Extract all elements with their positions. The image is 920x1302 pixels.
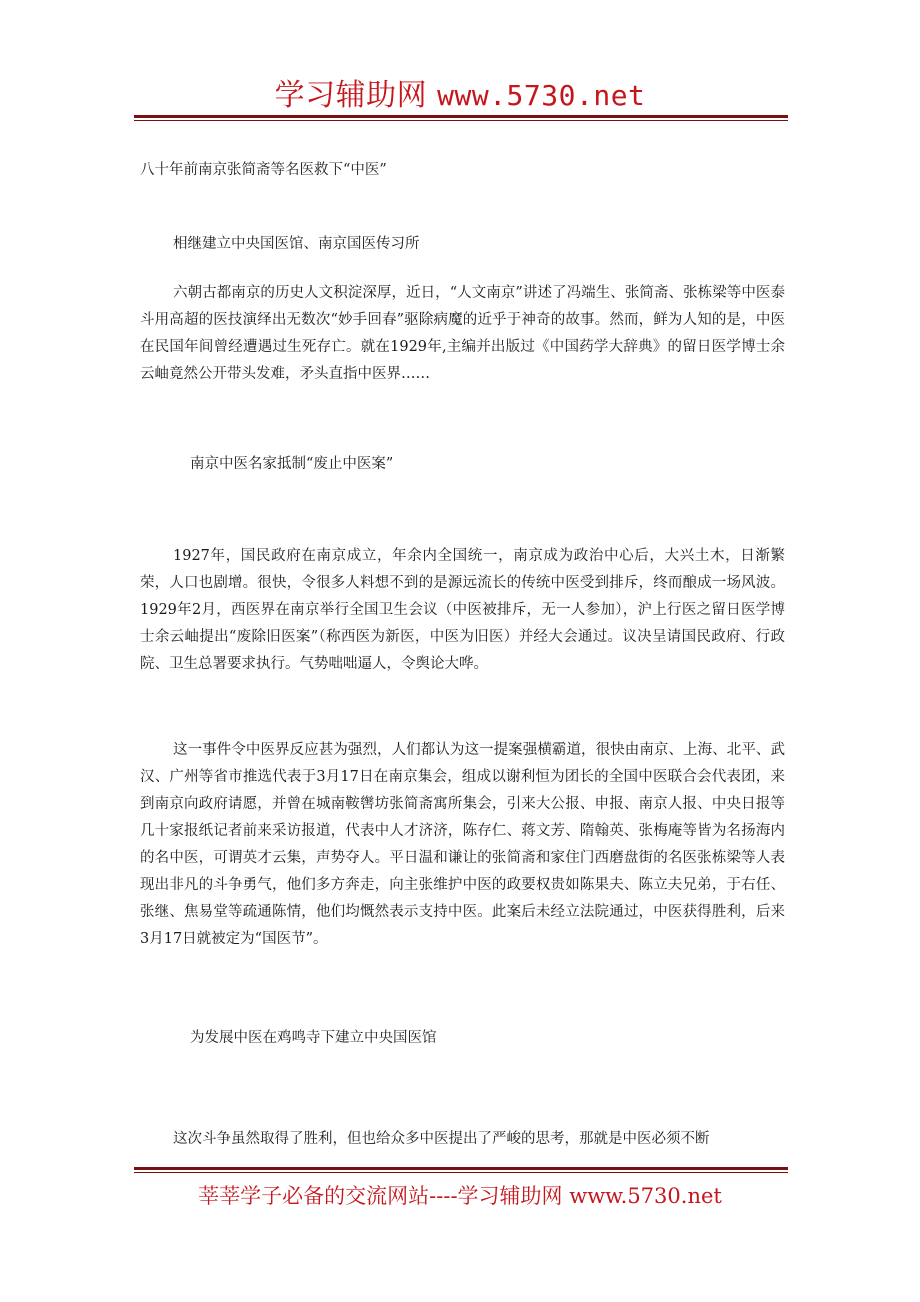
article-title: 八十年前南京张简斋等名医救下“中医” — [140, 162, 387, 178]
article-paragraph: 这一事件令中医界反应甚为强烈，人们都认为这一提案强横霸道，很快由南京、上海、北平、武汉、广州等省市推选代表于3月17日在南京集会，组成以谢利恒为团长的全国中医联合会代表团，来到南京向政府请愿，并曾在城南鞍辔坊张简斋寓所集会，引来大公报、申报、南京人报、中央日报等几十家报纸记者前来采访报道，代表中人才济济，陈存仁、蒋文芳、隋翰英、张梅庵等皆为名扬海内的名中医，可谓英才云集，声势夺人。平日温和谦让的张简斋和家住门西磨盘街的名医张栋梁等人表现出非凡的斗争勇气，他们多方奔走，向主张维护中医的政要权贵如陈果夫、陈立夫兄弟，于右任、张继、焦易堂等疏通陈情，他们均慨然表示支持中医。此案后未经立法院通过，中医获得胜利，后来3月17日就被定为“国医节”。 — [140, 742, 785, 947]
section-heading: 为发展中医在鸡鸣寺下建立中央国医馆 — [190, 1030, 437, 1046]
section-heading: 南京中医名家抵制“废止中医案” — [190, 456, 394, 472]
site-url[interactable]: www.5730.net — [437, 79, 646, 112]
header-divider — [134, 115, 788, 121]
article-paragraph: 这次斗争虽然取得了胜利，但也给众多中医提出了严峻的思考，那就是中医必须不断 — [173, 1131, 710, 1147]
site-header — [0, 70, 920, 114]
article-paragraph: 1927年，国民政府在南京成立，年余内全国统一，南京成为政治中心后，大兴土木，日渐繁荣，人口也剧增。很快，令很多人料想不到的是源远流长的传统中医受到排斥，终而酿成一场风波。1929年2月，西医界在南京举行全国卫生会议（中医被排斥，无一人参加），沪上行医之留日医学博士余云岫提出“废除旧医案”（称西医为新医，中医为旧医）并经大会通过。议决呈请国民政府、行政院、卫生总署要求执行。气势咄咄逼人，令舆论大哗。 — [140, 548, 785, 672]
footer-divider — [134, 1167, 788, 1173]
site-name: 学习辅助网 — [274, 78, 428, 113]
site-footer: 莘莘学子必备的交流网站----学习辅助网 www.5730.net — [198, 1184, 722, 1208]
section-heading: 相继建立中央国医馆、南京国医传习所 — [173, 236, 420, 252]
article-paragraph: 六朝古都南京的历史人文积淀深厚，近日，“人文南京”讲述了冯端生、张简斋、张栋梁等中医泰斗用高超的医技演绎出无数次“妙手回春”驱除病魔的近乎于神奇的故事。然而，鲜为人知的是，中医在民国年间曾经遭遇过生死存亡。就在1929年,主编并出版过《中国药学大辞典》的留日医学博士余云岫竟然公开带头发难，矛头直指中医界…… — [140, 285, 785, 382]
